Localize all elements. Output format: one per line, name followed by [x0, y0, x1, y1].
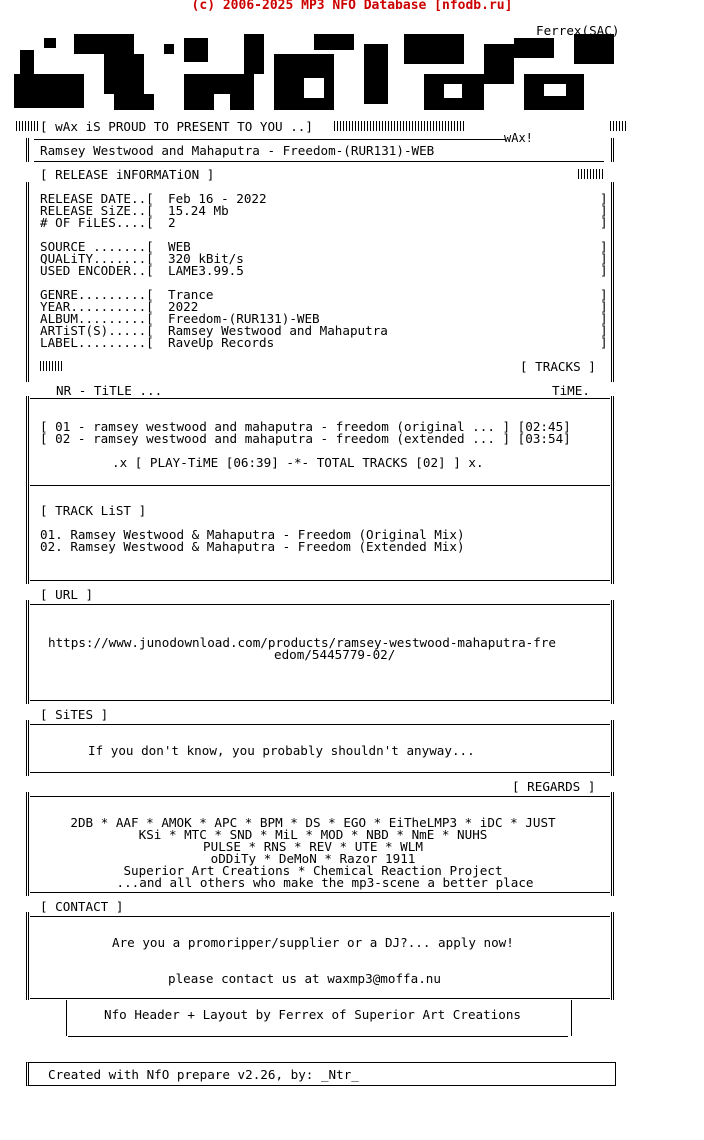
- rule: [30, 796, 610, 797]
- info-value: WEB: [168, 239, 191, 254]
- rule: [68, 1036, 568, 1037]
- rule: [34, 139, 506, 140]
- rule: [30, 580, 610, 581]
- info-row-close-bracket: ]: [600, 299, 608, 314]
- tracks-col-time: TiME.: [552, 383, 590, 398]
- tracklist-item: 01. Ramsey Westwood & Mahaputra - Freedom (Original Mix): [40, 527, 465, 542]
- info-label: # OF FiLES....[: [40, 215, 154, 230]
- info-value: RaveUp Records: [168, 335, 275, 350]
- sites-text: If you don't know, you probably shouldn't anyway...: [88, 743, 475, 758]
- info-row-close-bracket: ]: [600, 251, 608, 266]
- info-row-close-bracket: ]: [600, 191, 608, 206]
- info-value: 15.24 Mb: [168, 203, 229, 218]
- regards-line: ...and all others who make the mp3-scene a better place: [116, 875, 534, 890]
- regards-line: oDDiTy * DeMoN * Razor 1911: [210, 851, 416, 866]
- regards-line: 2DB * AAF * AMOK * APC * BPM * DS * EGO * EiTheLMP3 * iDC * JUST: [70, 815, 556, 830]
- rule: [30, 772, 610, 773]
- info-value: Freedom-(RUR131)-WEB: [168, 311, 320, 326]
- info-label: LABEL.........[: [40, 335, 154, 350]
- rule: [30, 892, 610, 893]
- ascii-logo-art: [14, 34, 614, 116]
- regards-heading: [ REGARDS ]: [512, 779, 596, 794]
- present-line: [ wAx iS PROUD TO PRESENT TO YOU ..]: [40, 119, 313, 134]
- rule: [34, 161, 604, 162]
- rule: [30, 604, 610, 605]
- contact-box: [26, 912, 614, 1000]
- tracks-heading: [ TRACKS ]: [520, 359, 596, 374]
- info-label: ALBUM.........[: [40, 311, 154, 326]
- shade-decoration: [40, 361, 64, 371]
- rule: [30, 916, 610, 917]
- info-value: 320 kBit/s: [168, 251, 244, 266]
- credit-line: Nfo Header + Layout by Ferrex of Superior Art Creations: [104, 1007, 522, 1022]
- rule: [30, 485, 610, 486]
- regards-line: PULSE * RNS * REV * UTE * WLM: [203, 839, 423, 854]
- shade-decoration: [578, 169, 604, 179]
- info-row-close-bracket: ]: [600, 335, 608, 350]
- art-signature: Ferrex(SAC): [536, 23, 620, 38]
- info-label: QUALiTY.......[: [40, 251, 154, 266]
- info-row-close-bracket: ]: [600, 311, 608, 326]
- shade-decoration: [610, 121, 626, 131]
- rule: [30, 700, 610, 701]
- url-heading: [ URL ]: [40, 587, 94, 602]
- release-title: Ramsey Westwood and Mahaputra - Freedom-(RUR131)-WEB: [40, 143, 435, 158]
- shade-decoration: [334, 121, 464, 131]
- info-value: Feb 16 - 2022: [168, 191, 267, 206]
- rule: [30, 724, 610, 725]
- track-row: [ 02 - ramsey westwood and mahaputra - freedom (extended ... ] [03:54]: [40, 431, 571, 446]
- tracks-col-nr: NR - TiTLE ...: [56, 383, 163, 398]
- rule: [30, 398, 610, 399]
- info-value: Ramsey Westwood and Mahaputra: [168, 323, 388, 338]
- contact-heading: [ CONTACT ]: [40, 899, 124, 914]
- regards-line: Superior Art Creations * Chemical Reaction Project: [123, 863, 503, 878]
- info-row-close-bracket: ]: [600, 203, 608, 218]
- track-row: [ 01 - ramsey westwood and mahaputra - freedom (original ... ] [02:45]: [40, 419, 571, 434]
- info-row-close-bracket: ]: [600, 263, 608, 278]
- info-label: RELEASE DATE..[: [40, 191, 154, 206]
- info-row-close-bracket: ]: [600, 239, 608, 254]
- info-label: USED ENCODER..[: [40, 263, 154, 278]
- info-label: GENRE.........[: [40, 287, 154, 302]
- info-row-close-bracket: ]: [600, 323, 608, 338]
- contact-line1: Are you a promoripper/supplier or a DJ?... apply now!: [112, 935, 514, 950]
- info-row-close-bracket: ]: [600, 287, 608, 302]
- url-link-line2[interactable]: edom/5445779-02/: [274, 647, 396, 662]
- group-tag: wAx!: [504, 131, 533, 145]
- shade-decoration: [16, 121, 38, 131]
- rule: [30, 998, 610, 999]
- info-value: Trance: [168, 287, 214, 302]
- regards-line: KSi * MTC * SND * MiL * MOD * NBD * NmE * NUHS: [138, 827, 488, 842]
- info-value: 2: [168, 215, 176, 230]
- url-link-line1[interactable]: https://www.junodownload.com/products/ramsey-westwood-mahaputra-fre: [48, 635, 556, 650]
- contact-email-line[interactable]: please contact us at waxmp3@moffa.nu: [168, 971, 441, 986]
- info-value: 2022: [168, 299, 199, 314]
- info-label: YEAR..........[: [40, 299, 154, 314]
- info-value: LAME3.99.5: [168, 263, 244, 278]
- info-label: SOURCE .......[: [40, 239, 154, 254]
- tracklist-item: 02. Ramsey Westwood & Mahaputra - Freedom (Extended Mix): [40, 539, 465, 554]
- tracks-summary: .x [ PLAY-TiME [06:39] -*- TOTAL TRACKS [02] ] x.: [112, 455, 484, 470]
- info-label: ARTiST(S).....[: [40, 323, 154, 338]
- info-row-close-bracket: ]: [600, 215, 608, 230]
- sites-heading: [ SiTES ]: [40, 707, 109, 722]
- source-banner: (c) 2006-2025 MP3 NFO Database [nfodb.ru]: [191, 0, 513, 13]
- tracklist-heading: [ TRACK LiST ]: [40, 503, 147, 518]
- footer-credit: Created with NfO prepare v2.26, by: _Ntr_: [48, 1067, 359, 1082]
- info-label: RELEASE SiZE..[: [40, 203, 154, 218]
- info-heading: [ RELEASE iNFORMATiON ]: [40, 167, 215, 182]
